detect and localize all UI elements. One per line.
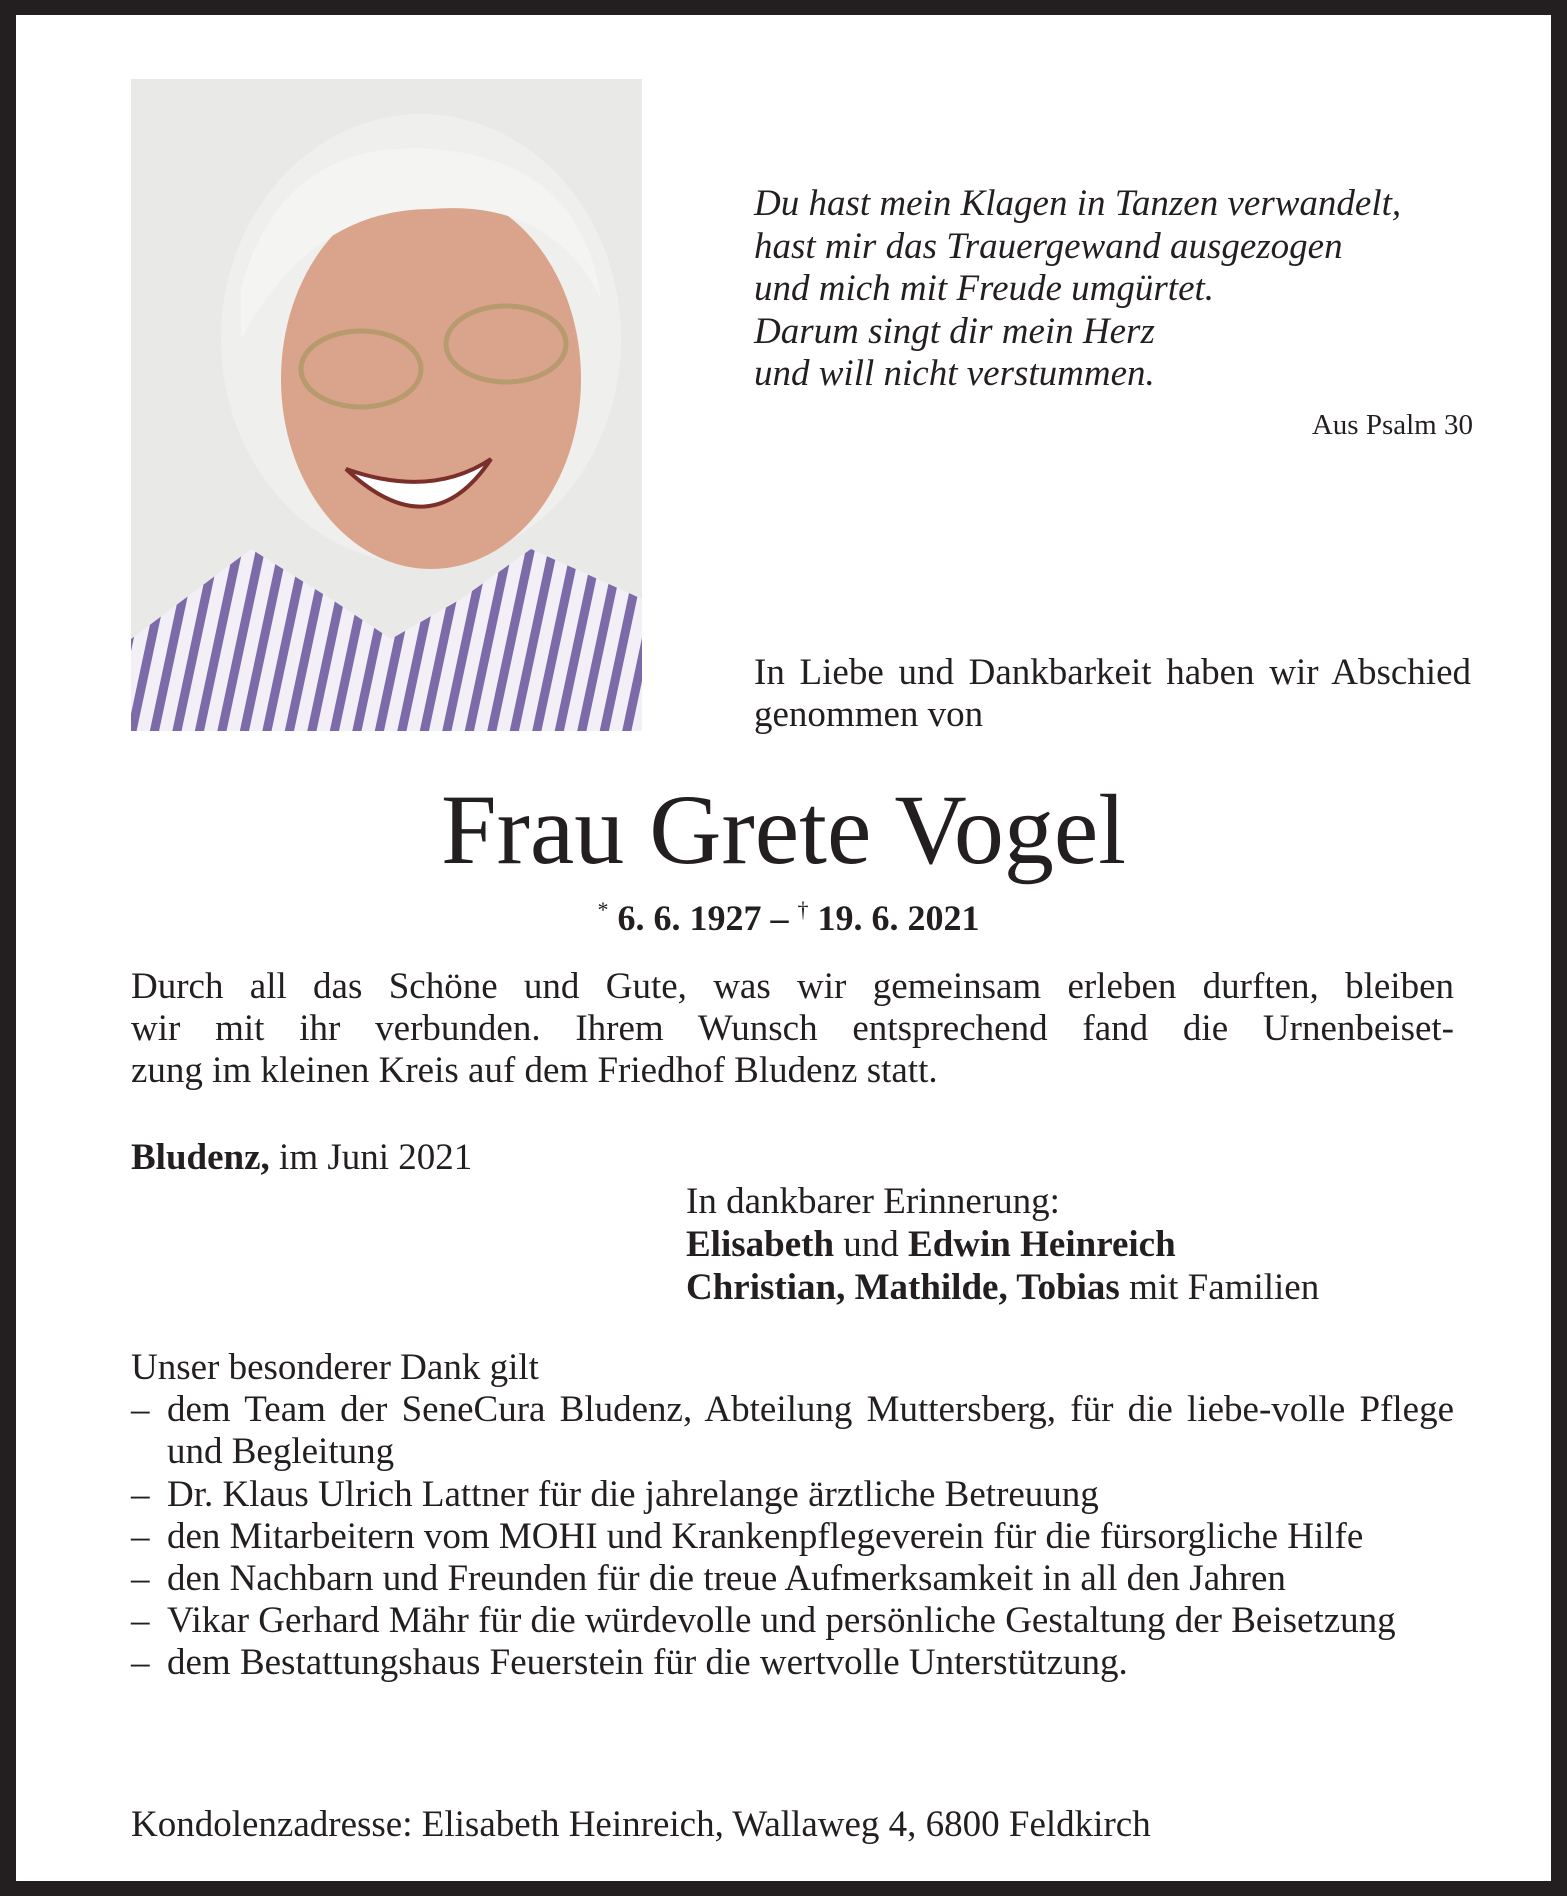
psalm-quote <box>754 183 1474 396</box>
memory-heading: In dankbarer Erinnerung: <box>686 1181 1060 1222</box>
item-text: den Mitarbeitern vom MOHI und Krankenpflegeverein für die fürsorgliche Hilfe <box>167 1515 1364 1557</box>
deceased-name: Frau Grete Vogel <box>440 774 1127 885</box>
mourner-name: Edwin Heinreich <box>908 1224 1176 1265</box>
dash: – <box>131 1642 150 1684</box>
dash: – <box>131 1515 150 1557</box>
psalm-line: und will nicht verstummen. <box>754 353 1155 394</box>
date: im Juni 2021 <box>269 1137 473 1178</box>
intro-text: In Liebe und Dankbarkeit haben wir Abschied genommen von <box>754 652 1471 735</box>
conjunction: und <box>834 1224 909 1265</box>
life-dates <box>16 897 1551 939</box>
item-text: dem Bestattungshaus Feuerstein für die wertvolle Unterstützung. <box>167 1642 1128 1684</box>
death-date: 19. 6. 2021 <box>817 898 980 938</box>
mourner-line <box>686 1223 1319 1266</box>
dash: – <box>131 1473 150 1515</box>
city: Bludenz, <box>131 1137 270 1178</box>
death-symbol: † <box>797 897 809 922</box>
dash: – <box>131 1558 150 1600</box>
list-item <box>131 1516 1454 1558</box>
body-line: zung im kleinen Kreis auf dem Friedhof Bludenz statt. <box>131 1050 938 1091</box>
item-text: den Nachbarn und Freunden für die treue Aufmerksamkeit in all den Jahren <box>167 1558 1286 1600</box>
date-separator: – <box>761 898 798 938</box>
psalm-line: Darum singt dir mein Herz <box>754 310 1155 352</box>
thanks-section <box>131 1347 1454 1685</box>
mourner-names: Christian, Mathilde, Tobias <box>686 1267 1120 1308</box>
item-text: Dr. Klaus Ulrich Lattner für die jahrelange ärztliche Betreuung <box>167 1473 1099 1515</box>
mourner-line <box>686 1266 1319 1309</box>
list-item <box>131 1600 1454 1642</box>
body-paragraph <box>131 966 1454 1092</box>
obituary-page <box>16 15 1551 1881</box>
body-line: Durch all das Schöne und Gute, was wir gemeinsam erleben durften, bleiben <box>131 966 1454 1007</box>
list-item <box>131 1474 1454 1516</box>
suffix: mit Familien <box>1119 1267 1320 1308</box>
list-item <box>131 1558 1454 1600</box>
item-text: dem Team der SeneCura Bludenz, Abteilung Muttersberg, für die liebe-volle Pflege und Begleitung <box>167 1389 1454 1473</box>
body-line: wir mit ihr verbunden. Ihrem Wunsch entsprechend fand die Urnenbeiset- <box>131 1008 1454 1049</box>
psalm-source: Aus Psalm 30 <box>1311 409 1473 441</box>
list-item <box>131 1389 1454 1473</box>
portrait-photo <box>131 79 642 731</box>
thanks-heading: Unser besonderer Dank gilt <box>131 1347 539 1388</box>
mourners <box>686 1180 1319 1309</box>
mourner-name: Elisabeth <box>686 1224 835 1265</box>
dash: – <box>131 1389 150 1431</box>
psalm-line: Du hast mein Klagen in Tanzen verwandelt, <box>754 183 1402 224</box>
psalm-line: und mich mit Freude umgürtet. <box>754 268 1215 309</box>
condolence-address: Kondolenzadresse: Elisabeth Heinreich, Wallaweg 4, 6800 Feldkirch <box>131 1804 1151 1845</box>
item-text: Vikar Gerhard Mähr für die würdevolle und persönliche Gestaltung der Beisetzung <box>167 1600 1396 1642</box>
birth-symbol: * <box>597 897 609 922</box>
birth-date: 6. 6. 1927 <box>617 898 762 938</box>
dash: – <box>131 1600 150 1642</box>
list-item <box>131 1642 1454 1684</box>
place-date <box>131 1136 472 1179</box>
psalm-line: hast mir das Trauergewand ausgezogen <box>754 225 1343 267</box>
